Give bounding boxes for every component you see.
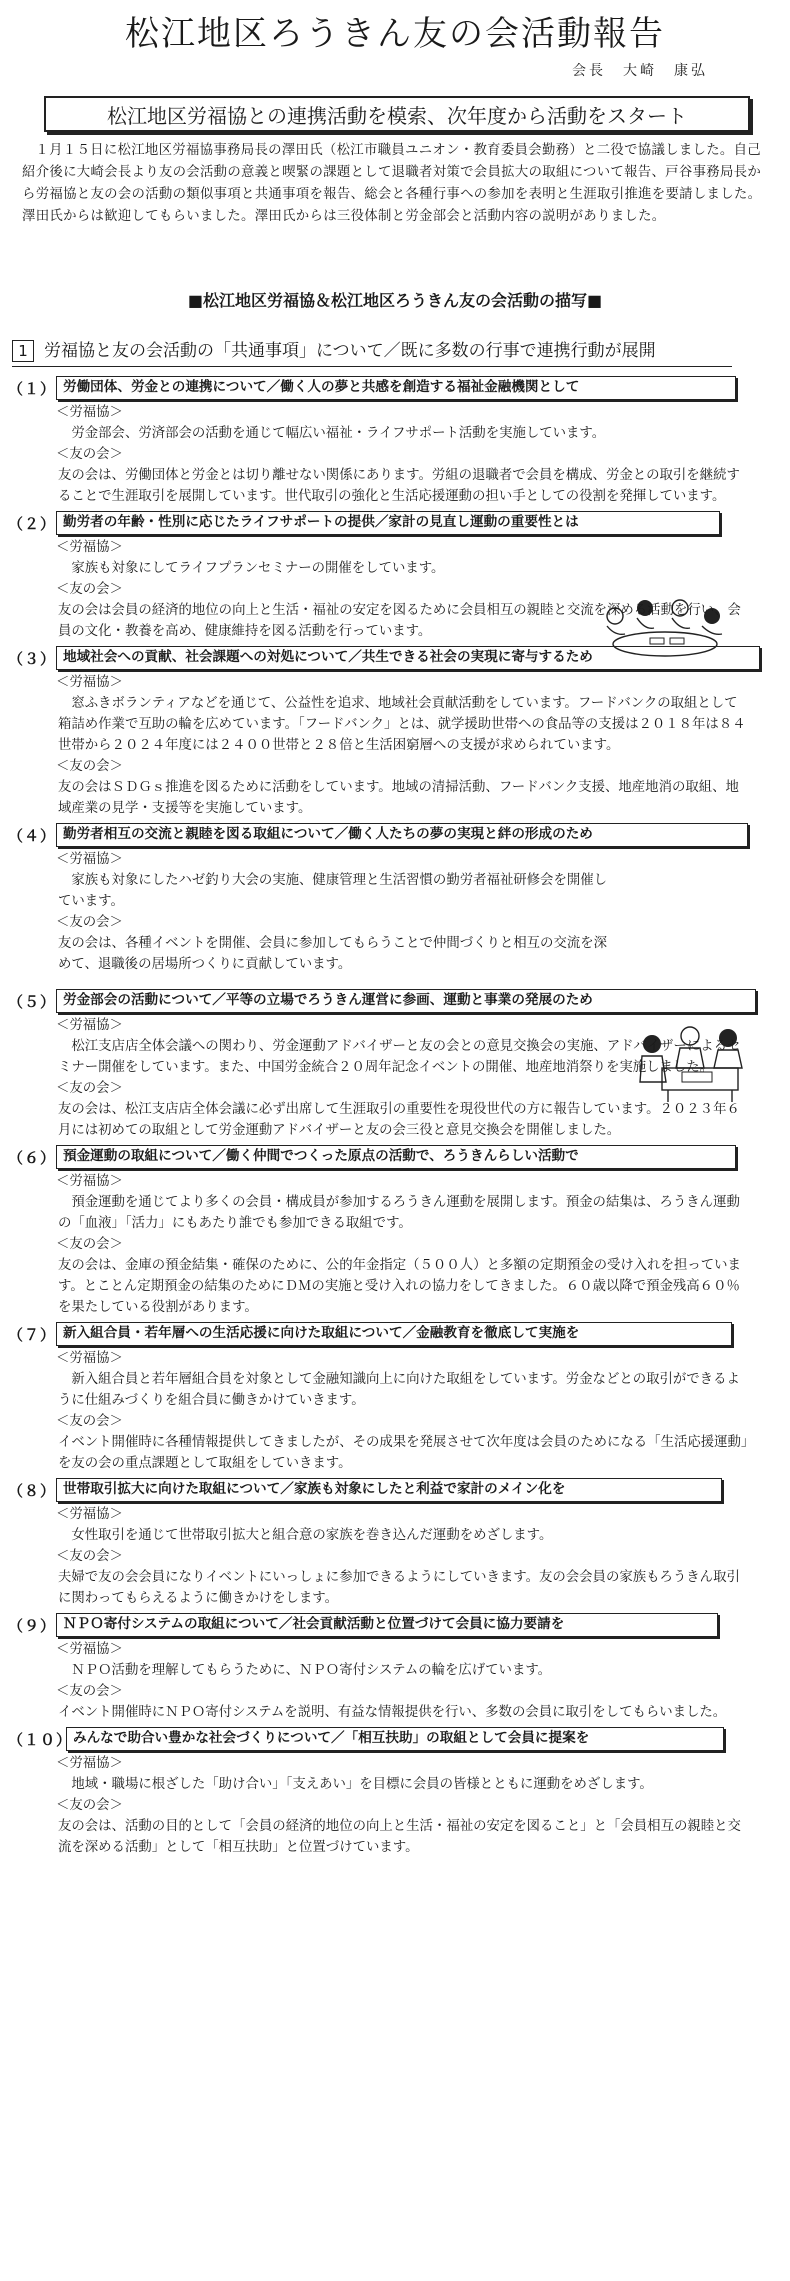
role-label: ＜労福協＞ [56,1018,123,1033]
role-label: ＜労福協＞ [56,1507,123,1522]
role-label: ＜友の会＞ [56,759,123,774]
activity-item [0,1727,790,1858]
subtitle-text: 松江地区労福協との連携活動を模索、次年度から活動をスタート [107,103,687,128]
role-label: ＜友の会＞ [56,915,123,930]
activity-item [0,376,790,507]
role-label: ＜友の会＞ [56,582,123,597]
activity-item-header [0,1322,790,1348]
activity-item-header [0,1478,790,1504]
role-label: ＜友の会＞ [56,1549,123,1564]
role-paragraph: 友の会は、各種イベントを開催、会員に参加してもらうことで仲間づくりと相互の交流を深めて、退職後の居場所つくりに貢献しています。 [58,936,608,972]
role-paragraph: ＮＰＯ活動を理解してもらうために、ＮＰＯ寄付システムの輪を広げています。 [71,1663,552,1678]
section-number-box [12,340,34,362]
role-paragraph: イベント開催時に各種情報提供してきましたが、その成果を発展させて次年度は会員のためになる「生活応援運動」を友の会の重点課題として取組をしていきます。 [58,1435,748,1471]
activity-item [0,511,790,642]
activity-item-title: 地域社会への貢献、社会課題への対処について／共生できる社会の実現に寄与するため [56,646,760,670]
section-title-underline [12,366,732,367]
role-label: ＜友の会＞ [56,1081,123,1096]
role-paragraph: 預金運動を通じてより多くの会員・構成員が参加するろうきん運動を展開します。預金の結集は、ろうきん運動の「血液」「活力」にもあたり誰でも参加できる取組です。 [58,1195,740,1231]
activity-item-title: みんなで助合い豊かな社会づくりについて／「相互扶助」の取組として会員に提案を [66,1727,724,1751]
activity-item-header [0,511,790,537]
activity-item-title: 新入組合員・若年層への生活応援に向けた取組について／金融教育を徹底して実施を [56,1322,732,1346]
activity-item-number: （５） [8,993,57,1011]
activity-item [0,989,790,1141]
section-heading: ■松江地区労福協＆松江地区ろうきん友の会活動の描写■ [187,291,603,310]
activity-item [0,1145,790,1318]
role-label: ＜労福協＞ [56,675,123,690]
role-label: ＜労福協＞ [56,1174,123,1189]
role-paragraph: 友の会は、活動の目的として「会員の経済的地位の向上と生活・福祉の安定を図ること」と「会員相互の親睦と交流を深める活動」として「相互扶助」と位置づけています。 [58,1819,741,1855]
activity-item-number: （４） [8,827,57,845]
role-label: ＜友の会＞ [56,1684,123,1699]
section-title: 労福協と友の会活動の「共通事項」について／既に多数の行事で連携行動が展開 [44,341,656,361]
activity-item [0,1322,790,1474]
page-title: 松江地区ろうきん友の会活動報告 [125,14,665,54]
role-label: ＜友の会＞ [56,447,123,462]
role-paragraph: 友の会は、松江支店店全体会議に必ず出席して生涯取引の重要性を現役世代の方に報告しています。２０２３年６月には初めての取組として労金運動アドバイザーと友の会三役と意見交換会を開催しました。 [58,1102,740,1138]
role-paragraph: 友の会は会員の経済的地位の向上と生活・福祉の安定を図るために会員相互の親睦と交流を深める活動を行い、会員の文化・教養を高め、健康維持を図る活動を行っています。 [58,603,741,639]
activity-item-title: 勤労者の年齢・性別に応じたライフサポートの提供／家計の見直し運動の重要性とは [56,511,720,535]
role-paragraph: 窓ふきボランティアなどを通じて、公益性を追求、地域社会貢献活動をしています。フードバンクの取組として箱詰め作業で互助の輪を広めています。「フードバンク」とは、就学援助世帯への食品等の支援は２０１８年は８４世帯から２０２４年度には２４００世帯と２８倍と生活困窮層への支援が求められています。 [58,696,746,753]
activity-item-title: ＮＰＯ寄付システムの取組について／社会貢献活動と位置づけて会員に協力要請を [56,1613,718,1637]
activity-item-header [0,376,790,402]
role-paragraph: 家族も対象にしたハゼ釣り大会の実施、健康管理と生活習慣の勤労者福祉研修会を開催しています。 [58,873,608,909]
role-paragraph: 友の会は、労働団体と労金とは切り離せない関係にあります。労組の退職者で会員を構成、労金との取引を継続することで生涯取引を展開しています。世代取引の強化と生活応援運動の担い手としての役割を発揮しています。 [58,468,740,504]
role-label: ＜友の会＞ [56,1237,123,1252]
activity-item-header [0,1145,790,1171]
role-paragraph: 地域・職場に根ざした「助け合い」「支えあい」を目標に会員の皆様とともに運動をめざします。 [71,1777,653,1792]
activity-item-number: （８） [8,1482,57,1500]
activity-item-title: 世帯取引拡大に向けた取組について／家族も対象にしたと利益で家計のメイン化を [56,1478,722,1502]
role-paragraph: 松江支店店全体会議への関わり、労金運動アドバイザーと友の会との意見交換会の実施、アドバイザーによるセミナー開催をしています。また、中国労金統合２０周年記念イベントの開催、地産地消祭りを実施しました。 [58,1039,741,1075]
activity-item-title: 勤労者相互の交流と親睦を図る取組について／働く人たちの夢の実現と絆の形成のため [56,823,748,847]
activity-item [0,1478,790,1609]
role-paragraph: イベント開催時にＮＰＯ寄付システムを説明、有益な情報提供を行い、多数の会員に取引をしてもらいました。 [58,1705,727,1720]
role-paragraph: 家族も対象にしてライフプランセミナーの開催をしています。 [71,561,445,576]
role-paragraph: 労金部会、労済部会の活動を通じて幅広い福祉・ライフサポート活動を実施しています。 [71,426,606,441]
role-label: ＜労福協＞ [56,1351,123,1366]
activity-item-number: （１） [8,380,57,398]
role-paragraph: 友の会は、金庫の預金結集・確保のために、公的年金指定（５００人）と多額の定期預金の受け入れを担っています。とことん定期預金の結集のためにＤＭの実施と受け入れの協力をしてきました。６０歳以降で預金残高６０％を果たしている役割があります。 [58,1258,741,1315]
activity-item-header [0,1613,790,1639]
activity-item-title: 労働団体、労金との連携について／働く人の夢と共感を創造する福祉金融機関として [56,376,736,400]
activity-item [0,1613,790,1723]
activity-item-number: （１０） [8,1731,73,1749]
role-label: ＜労福協＞ [56,1756,123,1771]
activity-item-number: （６） [8,1149,57,1167]
role-label: ＜労福協＞ [56,540,123,555]
activity-item-number: （２） [8,515,57,533]
activity-item-header [0,823,790,849]
role-label: ＜労福協＞ [56,1642,123,1657]
activity-item-number: （９） [8,1617,57,1635]
author-line: 会長 大崎 康弘 [572,63,708,79]
role-label: ＜労福協＞ [56,852,123,867]
intro-paragraph: １月１５日に松江地区労福協事務局長の澤田氏（松江市職員ユニオン・教育委員会勤務）と二役で協議しました。自己紹介後に大崎会長より友の会活動の意義と喫緊の課題として退職者対策で会員拡大の取組について報告、戸谷事務局長から労福協と友の会の活動の類似事項と共通事項を報告、総会と各種行事への参加を表明と生涯取引推進を要請しました。澤田氏からは歓迎してもらいました。澤田氏からは三役体制と労金部会と活動内容の説明がありました。 [22,143,762,224]
activity-item-title: 預金運動の取組について／働く仲間でつくった原点の活動で、ろうきんらしい活動で [56,1145,736,1169]
subtitle-box [44,96,750,132]
activity-item-title: 労金部会の活動について／平等の立場でろうきん運営に参画、運動と事業の発展のため [56,989,756,1013]
activity-item [0,646,790,819]
role-paragraph: 新入組合員と若年層組合員を対象として金融知識向上に向けた取組をしています。労金などとの取引ができるように仕組みづくりを組合員に働きかけていきます。 [58,1372,740,1408]
role-label: ＜友の会＞ [56,1798,123,1813]
role-paragraph: 夫婦で友の会会員になりイベントにいっしょに参加できるようにしていきます。友の会会員の家族もろうきん取引に関わってもらえるように働きかけをします。 [58,1570,740,1606]
role-label: ＜友の会＞ [56,1414,123,1429]
activity-item-number: （３） [8,650,57,668]
role-paragraph: 女性取引を通じて世帯取引拡大と組合意の家族を巻き込んだ運動をめざします。 [71,1528,553,1543]
role-paragraph: 友の会はＳＤＧｓ推進を図るために活動をしています。地域の清掃活動、フードバンク支援、地産地消の取組、地域産業の見学・支援等を実施しています。 [58,780,739,816]
activity-item-header [0,646,790,672]
section-number: 1 [18,342,28,360]
activity-item-number: （７） [8,1326,57,1344]
activity-item-header [0,1727,790,1753]
activity-item-header [0,989,790,1015]
activity-item [0,823,790,975]
role-label: ＜労福協＞ [56,405,123,420]
activity-list [0,376,790,1862]
